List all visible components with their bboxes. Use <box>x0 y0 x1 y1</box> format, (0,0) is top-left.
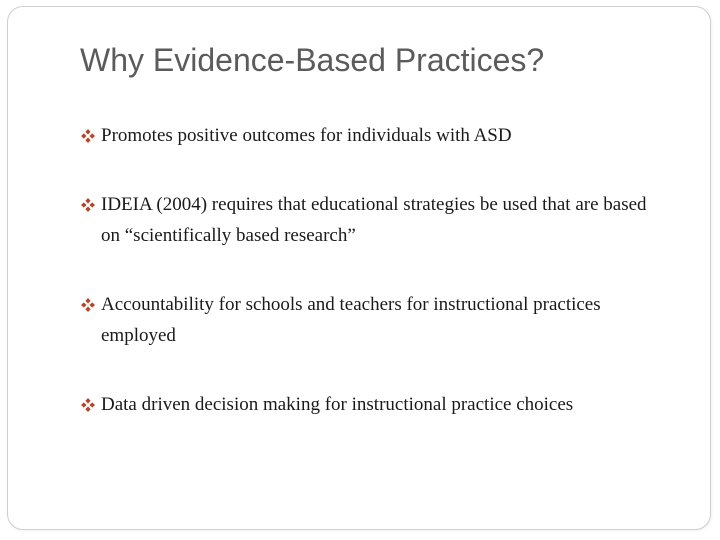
bullet-item <box>80 189 650 251</box>
bullet-list <box>80 120 650 458</box>
diamond-cluster-icon <box>80 297 96 313</box>
slide-title: Why Evidence-Based Practices? <box>80 42 545 78</box>
bullet-text: Accountability for schools and teachers for instructional practices employed <box>101 294 601 346</box>
diamond-cluster-icon <box>80 397 96 413</box>
bullet-item <box>80 289 650 351</box>
bullet-item <box>80 389 650 420</box>
bullet-text: Data driven decision making for instructional practice choices <box>101 394 574 415</box>
diamond-cluster-icon <box>80 128 96 144</box>
bullet-text: Promotes positive outcomes for individuals with ASD <box>101 125 512 146</box>
bullet-text: IDEIA (2004) requires that educational strategies be used that are based on “scientifically based research” <box>101 194 647 246</box>
diamond-cluster-icon <box>80 197 96 213</box>
bullet-item <box>80 120 650 151</box>
